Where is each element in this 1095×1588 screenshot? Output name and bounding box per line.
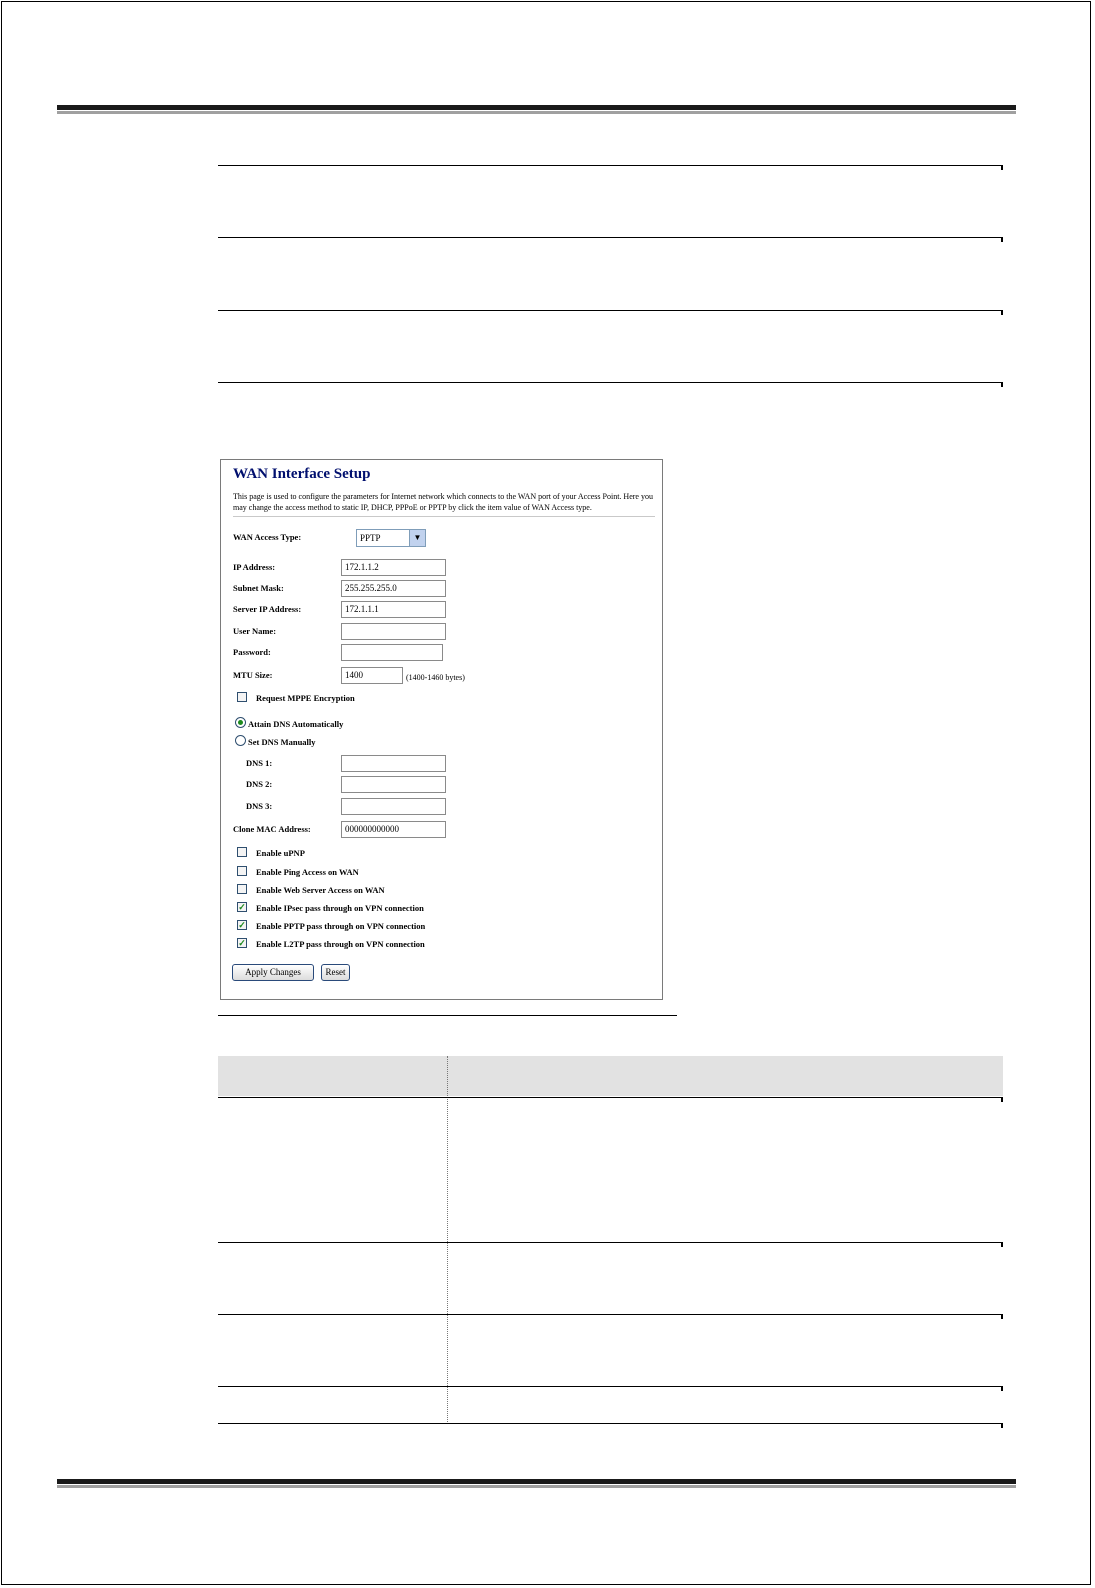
wan-access-type-label: WAN Access Type:	[233, 532, 302, 542]
table-tick	[1001, 1424, 1003, 1428]
user-name-input[interactable]	[341, 623, 446, 640]
panel-description: This page is used to configure the parameters for Internet network which connects to the WAN port of your Access Point. Here you may change the access method to static IP, DHCP, PPPoE or PPTP by click the item value of WAN Access type.	[233, 492, 653, 512]
table-rule	[218, 237, 1003, 238]
dns3-label: DNS 3:	[246, 801, 273, 811]
password-row	[233, 644, 653, 661]
clone-mac-input[interactable]: 000000000000	[341, 821, 446, 838]
table-tick	[1001, 166, 1003, 170]
dns2-row	[233, 776, 653, 793]
user-name-label: User Name:	[233, 626, 277, 636]
apply-changes-button[interactable]: Apply Changes	[232, 964, 314, 981]
mtu-size-input[interactable]: 1400	[341, 667, 403, 684]
ipsec-passthrough-checkbox[interactable]: ✓	[238, 902, 246, 912]
table-header	[218, 1056, 1003, 1096]
table-tick	[1001, 1315, 1003, 1319]
table-tick	[1001, 1098, 1003, 1102]
table-rule	[218, 1423, 1003, 1424]
password-input[interactable]	[341, 644, 443, 661]
dns1-label: DNS 1:	[246, 758, 273, 768]
ip-address-row	[233, 559, 653, 576]
mppe-checkbox[interactable]	[237, 692, 247, 702]
option-label: Enable IPsec pass through on VPN connection	[256, 903, 424, 913]
subnet-mask-row	[233, 580, 653, 597]
ip-address-label: IP Address:	[233, 562, 276, 572]
dns-manual-label: Set DNS Manually	[248, 737, 316, 747]
table-rule	[218, 310, 1003, 311]
chevron-down-icon[interactable]: ▼	[409, 530, 425, 546]
dns1-input[interactable]	[341, 755, 446, 772]
table-rule	[218, 1386, 1003, 1387]
header-rule	[57, 105, 1016, 115]
option-label: Enable Web Server Access on WAN	[256, 885, 385, 895]
column-separator	[447, 1056, 448, 1424]
dns2-input[interactable]	[341, 776, 446, 793]
divider	[233, 516, 655, 517]
option-row	[233, 918, 653, 935]
password-label: Password:	[233, 647, 271, 657]
table-tick	[1001, 1387, 1003, 1391]
dns3-input[interactable]	[341, 798, 446, 815]
caption-rule	[218, 1015, 677, 1016]
subnet-mask-label: Subnet Mask:	[233, 583, 284, 593]
server-ip-label: Server IP Address:	[233, 604, 302, 614]
ping-access-checkbox[interactable]	[237, 866, 247, 876]
mppe-row	[233, 690, 653, 707]
table-rule	[218, 382, 1003, 383]
clone-mac-row	[233, 821, 653, 838]
option-label: Enable uPNP	[256, 848, 305, 858]
panel-title: WAN Interface Setup	[233, 466, 371, 482]
l2tp-passthrough-checkbox[interactable]: ✓	[238, 938, 246, 948]
upnp-checkbox[interactable]	[237, 847, 247, 857]
mtu-size-row	[233, 667, 653, 684]
clone-mac-label: Clone MAC Address:	[233, 824, 311, 834]
dns-manual-row	[233, 734, 653, 751]
option-label: Enable L2TP pass through on VPN connection	[256, 939, 425, 949]
table-tick	[1001, 311, 1003, 315]
table-tick	[1001, 238, 1003, 242]
mtu-size-label: MTU Size:	[233, 670, 273, 680]
radio-selected-dot	[238, 720, 243, 725]
pptp-passthrough-checkbox[interactable]: ✓	[238, 920, 246, 930]
option-label: Enable PPTP pass through on VPN connection	[256, 921, 426, 931]
footer-rule	[57, 1479, 1016, 1489]
dns1-row	[233, 755, 653, 772]
server-ip-input[interactable]: 172.1.1.1	[341, 601, 446, 618]
dns-manual-radio[interactable]	[235, 735, 246, 746]
table-tick	[1001, 383, 1003, 387]
web-server-access-checkbox[interactable]	[237, 884, 247, 894]
wan-access-type-select[interactable]	[356, 529, 426, 547]
dns-auto-radio[interactable]	[235, 717, 246, 728]
dns-auto-row	[233, 716, 653, 733]
mtu-size-unit: (1400-1460 bytes)	[406, 673, 465, 682]
wan-interface-setup-panel	[220, 459, 663, 1000]
table-rule	[218, 1242, 1003, 1243]
wan-access-type-row	[233, 529, 653, 546]
table-rule	[218, 1314, 1003, 1315]
option-row	[233, 936, 653, 953]
option-row	[233, 864, 653, 881]
reset-button[interactable]: Reset	[321, 964, 350, 981]
option-label: Enable Ping Access on WAN	[256, 867, 359, 877]
subnet-mask-input[interactable]: 255.255.255.0	[341, 580, 446, 597]
dns-auto-label: Attain DNS Automatically	[248, 719, 344, 729]
option-row	[233, 845, 653, 862]
table-tick	[1001, 1243, 1003, 1247]
dns3-row	[233, 798, 653, 815]
table-rule	[218, 1097, 1003, 1098]
option-row	[233, 900, 653, 917]
wan-access-type-value: PPTP	[360, 533, 381, 543]
table-rule	[218, 165, 1003, 166]
option-row	[233, 882, 653, 899]
mppe-label: Request MPPE Encryption	[256, 693, 355, 703]
server-ip-row	[233, 601, 653, 618]
ip-address-input[interactable]: 172.1.1.2	[341, 559, 446, 576]
dns2-label: DNS 2:	[246, 779, 273, 789]
user-name-row	[233, 623, 653, 640]
